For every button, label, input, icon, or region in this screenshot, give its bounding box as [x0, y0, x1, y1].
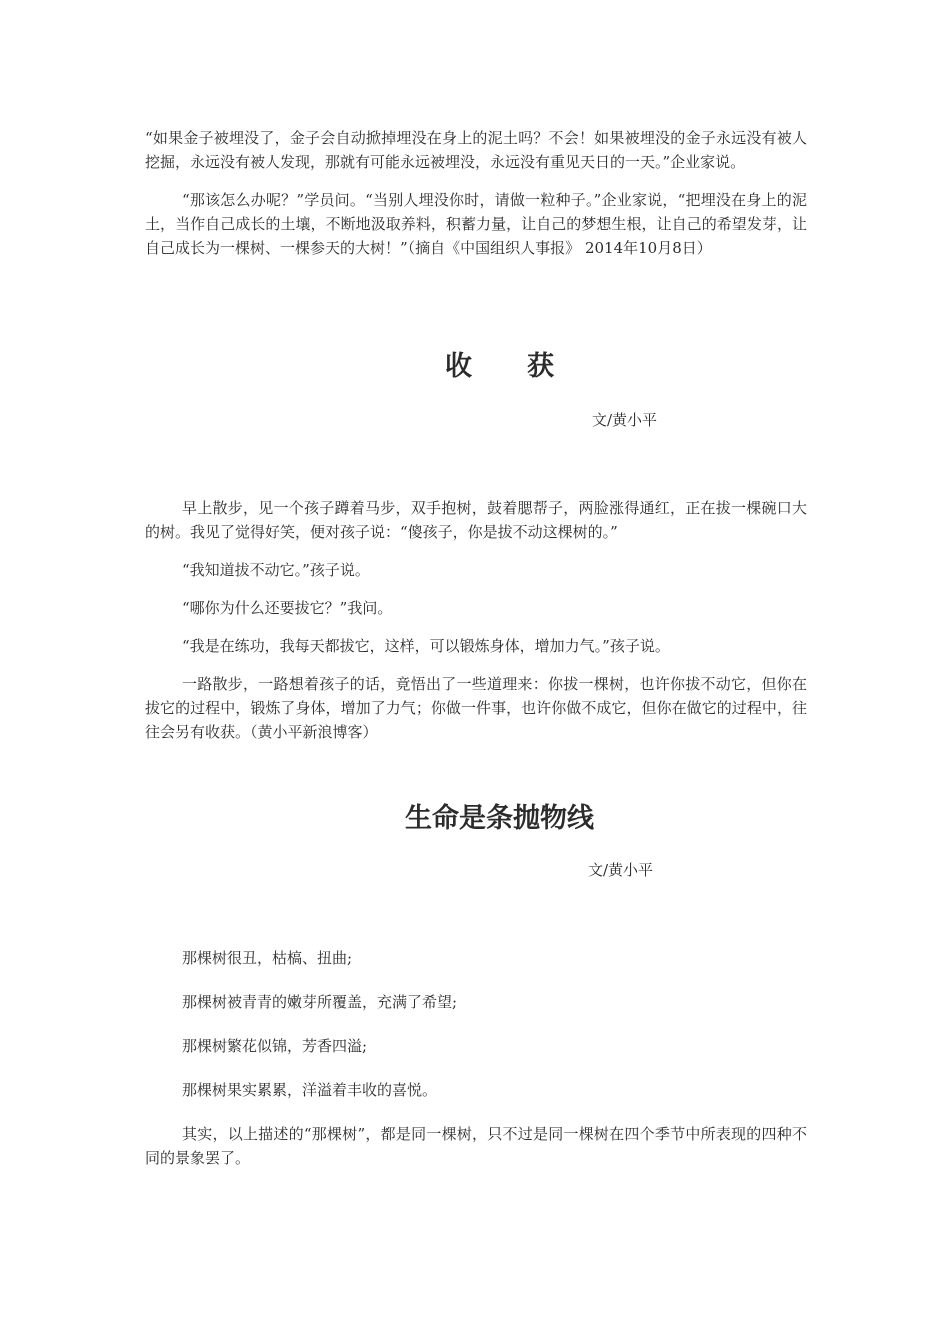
- harvest-title: [445, 344, 645, 383]
- parabola-paragraph-1: 那棵树很丑，枯槁、扭曲;: [182, 949, 353, 967]
- parabola-body: [145, 946, 807, 1170]
- harvest-byline: 文/黄小平: [592, 411, 658, 429]
- harvest-title-char-1: 收: [445, 351, 472, 382]
- parabola-title: 生命是条抛物线: [405, 803, 594, 834]
- harvest-paragraph-4: “我是在练功，我每天都拔它，这样，可以锻炼身体，增加力气。”孩子说。: [182, 637, 670, 655]
- parabola-paragraph-4: 那棵树果实累累，洋溢着丰收的喜悦。: [182, 1081, 438, 1099]
- harvest-title-char-2: 获: [527, 351, 554, 382]
- parabola-paragraph-3: 那棵树繁花似锦，芳香四溢;: [182, 1037, 368, 1055]
- parabola-byline: 文/黄小平: [588, 861, 654, 879]
- harvest-paragraph-2: “我知道拔不动它。”孩子说。: [182, 561, 370, 579]
- prev-article-paragraph-1: “如果金子被埋没了，金子会自动掀掉埋没在身上的泥土吗？不会！如果被埋没的金子永远没有被人挖掘，永远没有被人发现，那就有可能永远被埋没，永远没有重见天日的一天。”企业家说。: [145, 129, 807, 171]
- harvest-paragraph-5: 一路散步，一路想着孩子的话，竟悟出了一些道理来：你拔一棵树，也许你拔不动它，但你在拔它的过程中，锻炼了身体，增加了力气；你做一件事，也许你做不成它，但你在做它的过程中，往往会另有收获。（黄小平新浪博客）: [145, 675, 807, 741]
- harvest-paragraph-1: 早上散步，见一个孩子蹲着马步，双手抱树，鼓着腮帮子，两脸涨得通红，正在拔一棵碗口大的树。我见了觉得好笑，便对孩子说：“傻孩子，你是拔不动这棵树的。”: [145, 499, 807, 541]
- document-page: [145, 126, 807, 1167]
- harvest-body: [145, 496, 807, 744]
- harvest-paragraph-3: “哪你为什么还要拔它？”我问。: [182, 599, 393, 617]
- parabola-paragraph-2: 那棵树被青青的嫩芽所覆盖，充满了希望;: [182, 993, 458, 1011]
- prev-article-paragraph-2: “那该怎么办呢？”学员问。“当别人埋没你时，请做一粒种子。”企业家说，“把埋没在身上的泥土，当作自己成长的土壤，不断地汲取养料，积蓄力量，让自己的梦想生根，让自己的希望发芽，让自己成长为一棵树、一棵参天的大树！”（摘自《中国组织人事报》 2014年10月8日）: [145, 191, 807, 257]
- parabola-paragraph-5: 其实，以上描述的“那棵树”，都是同一棵树，只不过是同一棵树在四个季节中所表现的四种不同的景象罢了。: [145, 1125, 807, 1167]
